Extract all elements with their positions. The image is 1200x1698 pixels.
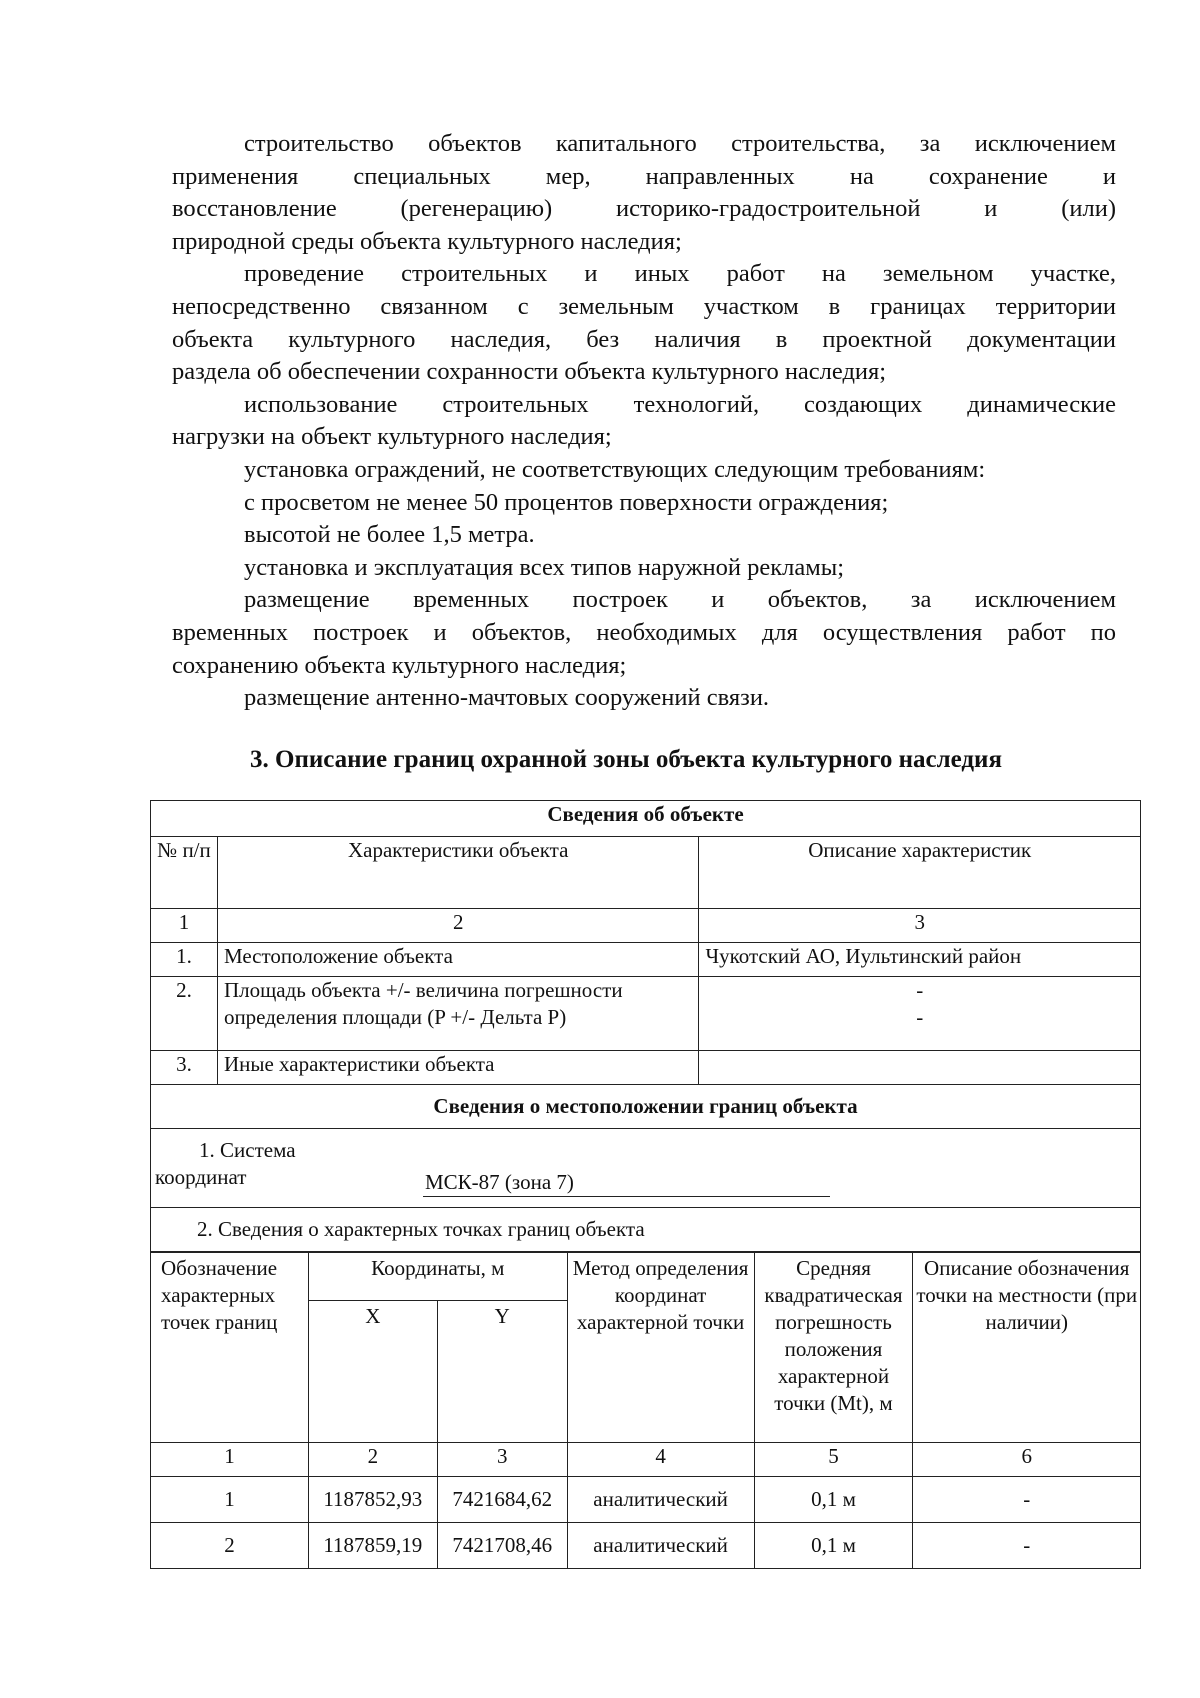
text-line: восстановление (регенерацию) историко-градостроительной и (или) xyxy=(172,195,1116,223)
point-description: - xyxy=(913,1477,1141,1523)
point-method: аналитический xyxy=(567,1523,754,1569)
object-info-header: Сведения об объекте xyxy=(151,801,1141,837)
text-line: применения специальных мер, направленных на сохранение и xyxy=(172,162,1116,190)
coordinate-system-value: МСК-87 (зона 7) xyxy=(423,1169,830,1197)
header-coordinates: Координаты, м xyxy=(308,1253,567,1301)
col-number: 2 xyxy=(217,909,699,943)
row-no: 3. xyxy=(151,1051,218,1085)
text-line: использование строительных технологий, создающих динамические xyxy=(244,390,1116,418)
table-row xyxy=(151,1477,1141,1523)
coordinate-system-cell xyxy=(151,1129,1141,1208)
col-number: 3 xyxy=(437,1443,567,1477)
row-no: 1. xyxy=(151,943,218,977)
row-characteristic: Местоположение объекта xyxy=(217,943,699,977)
col-number: 5 xyxy=(754,1443,913,1477)
text-line: высотой не более 1,5 метра. xyxy=(244,521,535,549)
header-designation: Обозначение характерных точек границ xyxy=(151,1253,309,1443)
row-characteristic: Иные характеристики объекта xyxy=(217,1051,699,1085)
col-header-characteristics: Характеристики объекта xyxy=(217,837,699,909)
point-mt: 0,1 м xyxy=(754,1523,913,1569)
col-number: 3 xyxy=(699,909,1141,943)
object-info-table xyxy=(150,800,1141,1252)
point-id: 2 xyxy=(151,1523,309,1569)
text-line: сохранению объекта культурного наследия; xyxy=(172,651,627,679)
boundary-points-table xyxy=(150,1252,1141,1569)
row-characteristic: Площадь объекта +/- величина погрешности определения площади (P +/- Дельта P) xyxy=(217,977,699,1051)
col-number: 4 xyxy=(567,1443,754,1477)
table-row xyxy=(151,1523,1141,1569)
text-line: нагрузки на объект культурного наследия; xyxy=(172,423,612,451)
header-mean-error: Средняя квадратическая погрешность положения характерной точки (Mt), м xyxy=(754,1253,913,1443)
point-y: 7421708,46 xyxy=(437,1523,567,1569)
col-header-no: № п/п xyxy=(151,837,218,909)
col-number: 6 xyxy=(913,1443,1141,1477)
point-method: аналитический xyxy=(567,1477,754,1523)
point-description: - xyxy=(913,1523,1141,1569)
col-number: 1 xyxy=(151,1443,309,1477)
header-x: X xyxy=(308,1301,437,1443)
row-description xyxy=(699,977,1141,1051)
text-line: установка и эксплуатация всех типов наружной рекламы; xyxy=(244,553,845,581)
coordinate-system-label: 1. Система координат xyxy=(155,1138,296,1189)
col-number: 1 xyxy=(151,909,218,943)
text-line: установка ограждений, не соответствующих следующим требованиям: xyxy=(244,455,986,483)
text-line: раздела об обеспечении сохранности объекта культурного наследия; xyxy=(172,358,887,386)
text-line: проведение строительных и иных работ на земельном участке, xyxy=(244,260,1116,288)
restrictions-text xyxy=(172,128,1116,715)
row-description: Чукотский АО, Иультинский район xyxy=(699,943,1141,977)
point-id: 1 xyxy=(151,1477,309,1523)
text-line: размещение временных построек и объектов, за исключением xyxy=(244,586,1116,614)
row-description xyxy=(699,1051,1141,1085)
point-y: 7421684,62 xyxy=(437,1477,567,1523)
header-point-description: Описание обозначения точки на местности (при наличии) xyxy=(913,1253,1141,1443)
text-line: временных построек и объектов, необходимых для осуществления работ по xyxy=(172,618,1116,646)
point-x: 1187859,19 xyxy=(308,1523,437,1569)
point-x: 1187852,93 xyxy=(308,1477,437,1523)
text-line: строительство объектов капитального строительства, за исключением xyxy=(244,130,1116,157)
col-number: 2 xyxy=(308,1443,437,1477)
point-mt: 0,1 м xyxy=(754,1477,913,1523)
row-no: 2. xyxy=(151,977,218,1051)
header-method: Метод определения координат характерной точки xyxy=(567,1253,754,1443)
col-header-description: Описание характеристик xyxy=(699,837,1141,909)
location-header: Сведения о местоположении границ объекта xyxy=(151,1085,1141,1129)
dash-value: - xyxy=(916,1005,924,1029)
text-line: непосредственно связанном с земельным участком в границах территории xyxy=(172,292,1116,320)
section-title: 3. Описание границ охранной зоны объекта культурного наследия xyxy=(250,746,1002,773)
text-line: природной среды объекта культурного наследия; xyxy=(172,227,682,255)
dash-value: - xyxy=(916,978,924,1002)
text-line: объекта культурного наследия, без наличия в проектной документации xyxy=(172,325,1116,353)
text-line: размещение антенно-мачтовых сооружений связи. xyxy=(244,684,770,712)
points-label: 2. Сведения о характерных точках границ объекта xyxy=(151,1208,1141,1252)
header-y: Y xyxy=(437,1301,567,1443)
text-line: с просветом не менее 50 процентов поверхности ограждения; xyxy=(244,488,889,516)
